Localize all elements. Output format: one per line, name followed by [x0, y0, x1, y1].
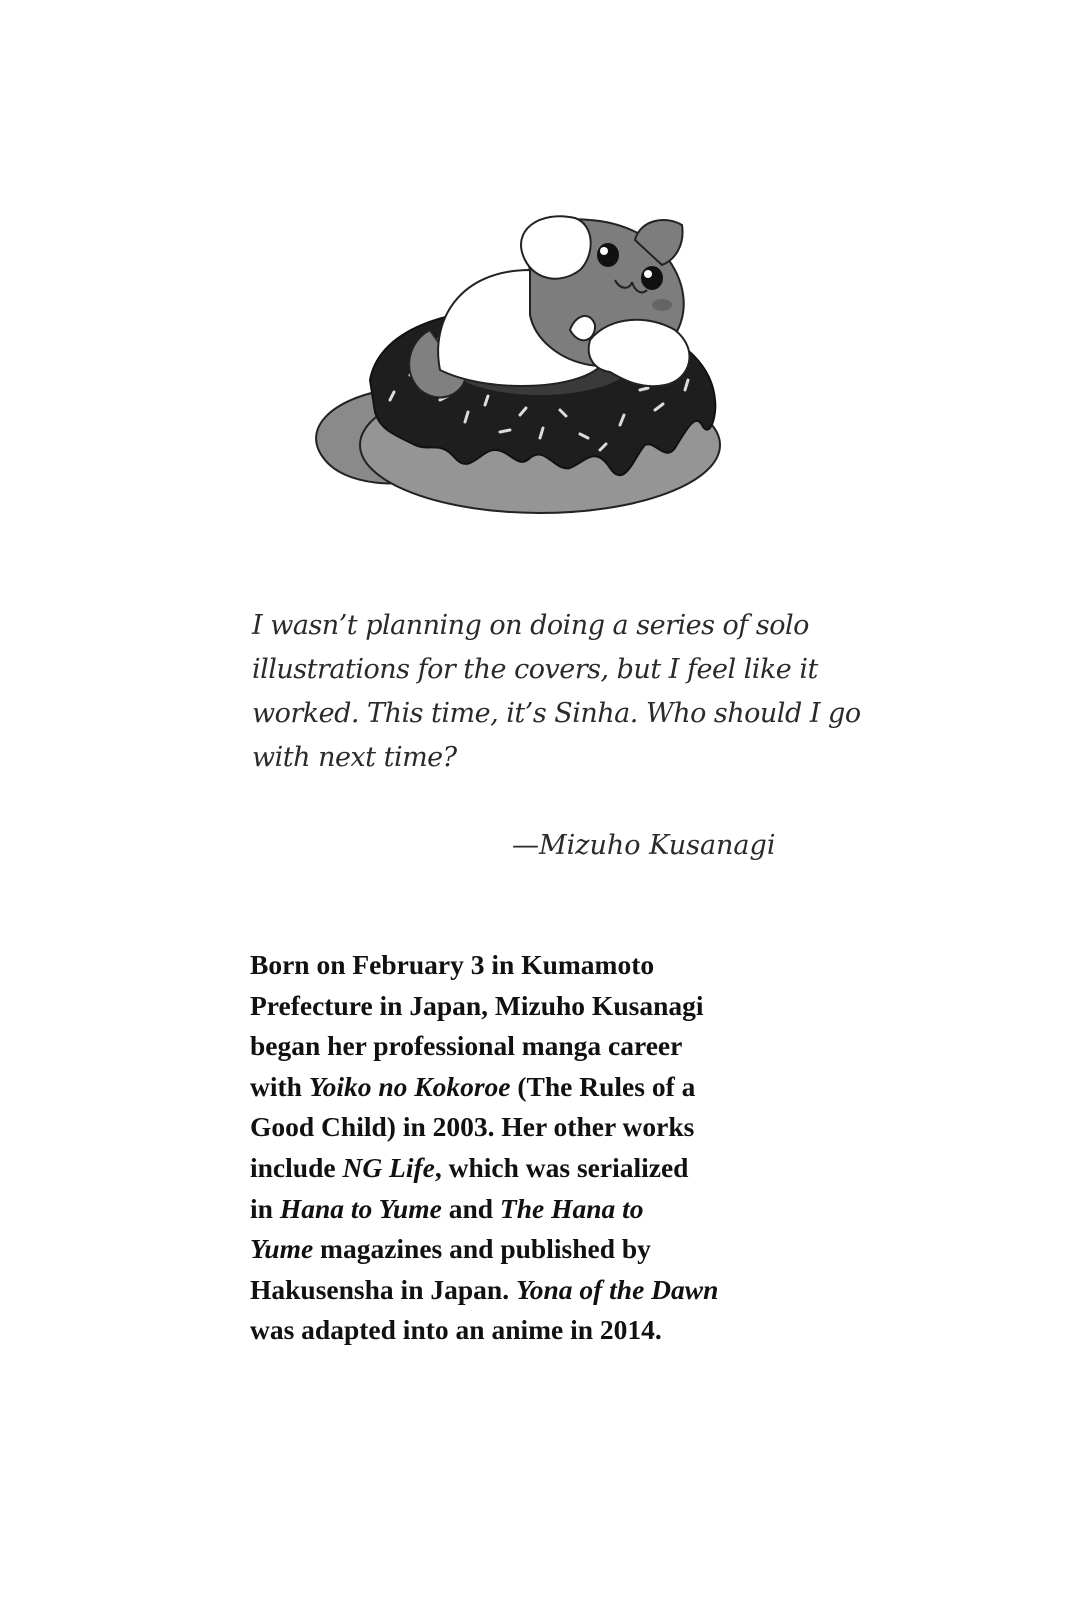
bio-line: [250, 1189, 830, 1230]
bio-text: magazines and published by: [313, 1233, 651, 1265]
squirrel-blush: [652, 299, 672, 311]
bio-line: Born on February 3 in Kumamoto: [250, 949, 655, 980]
bio-line: was adapted into an anime in 2014.: [250, 1314, 662, 1346]
bio-text: include: [250, 1151, 343, 1183]
squirrel-chest: [521, 216, 591, 278]
bio-text: (The Rules of a: [510, 1070, 696, 1102]
bio-line: [250, 1229, 830, 1270]
bio-text: with: [250, 1070, 309, 1102]
quote-line: I wasn’t planning on doing a series of solo: [252, 610, 809, 641]
bio-title-italic: The Hana to: [499, 1192, 644, 1224]
bio-text: Hakusensha in Japan.: [250, 1273, 516, 1305]
squirrel-on-donut-icon: [290, 200, 740, 530]
bio-title-italic: Yona of the Dawn: [515, 1273, 719, 1305]
bio-title-italic: Hana to Yume: [279, 1192, 442, 1224]
bio-line: [250, 1270, 830, 1311]
squirrel-eye-left: [597, 243, 619, 267]
bio-line: [250, 1148, 830, 1189]
bio-text: in: [250, 1192, 280, 1224]
quote-signature: —Mizuho Kusanagi: [512, 830, 776, 861]
bio-title-italic: Yoiko no Kokoroe: [308, 1070, 511, 1102]
bio-line: began her professional manga career: [250, 1030, 683, 1062]
author-bio: [250, 945, 830, 1351]
bio-text: , which was serialized: [434, 1151, 689, 1183]
squirrel-eye-right: [641, 266, 663, 290]
author-illustration: [290, 200, 740, 530]
quote-line: worked. This time, it’s Sinha. Who should I go: [252, 698, 861, 729]
bio-line: [250, 1067, 830, 1108]
bio-title-italic: NG Life: [342, 1151, 435, 1183]
bio-title-italic: Yume: [250, 1233, 314, 1265]
bio-line: Prefecture in Japan, Mizuho Kusanagi: [250, 989, 704, 1021]
quote-line: with next time?: [252, 742, 457, 773]
quote-line: illustrations for the covers, but I feel like it: [252, 654, 818, 685]
bio-text: and: [441, 1192, 500, 1224]
bio-line: Good Child) in 2003. Her other works: [250, 1111, 695, 1143]
author-quote: [252, 604, 861, 780]
